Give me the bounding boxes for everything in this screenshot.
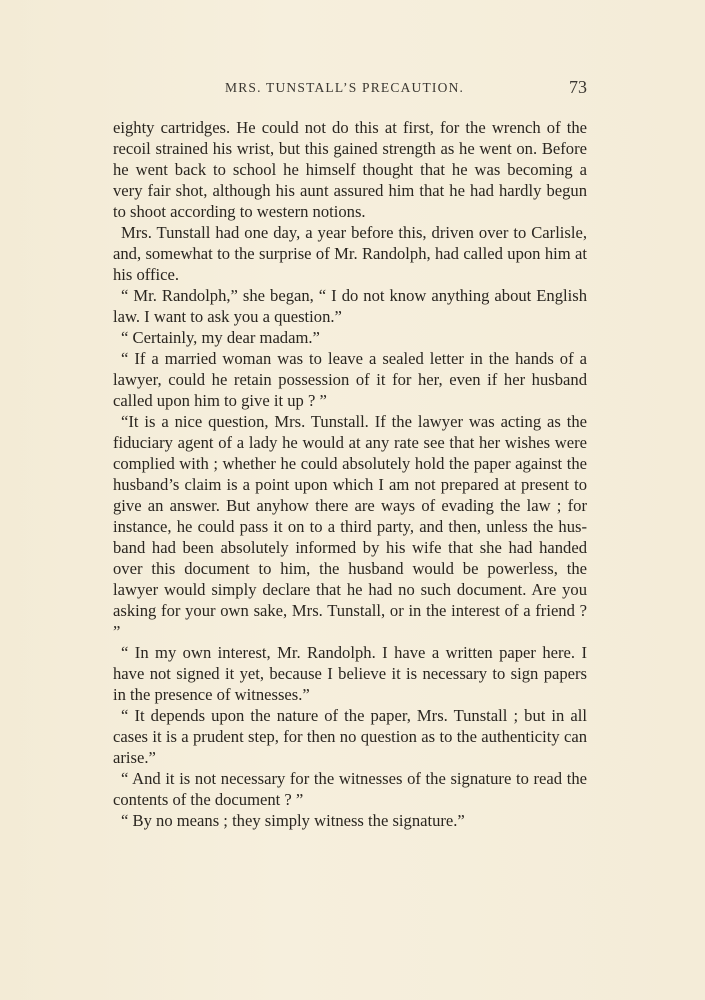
paragraph: eighty cartridges. He could not do this at first, for the wrench of the recoil strained his wrist, but this gained strength as he went on. Before he went back to school he himself thought that he was becoming a very fair shot, although his aunt assured him that he had hardly begun to shoot according to western notions. <box>113 118 587 221</box>
paragraph: “ Mr. Randolph,” she began, “ I do not know anything about English law. I want to ask you a question.” <box>113 286 587 326</box>
running-head <box>113 77 587 102</box>
running-title: MRS. TUNSTALL’S PRECAUTION. <box>225 80 465 95</box>
paragraph: “ By no means ; they simply witness the signature.” <box>121 811 465 830</box>
paragraph: Mrs. Tunstall had one day, a year before this, driven over to Carlisle, and, somewhat to the surprise of Mr. Randolph, had called upon him at his office. <box>113 223 587 284</box>
page-number: 73 <box>569 77 587 97</box>
paragraph: “ If a married woman was to leave a sealed letter in the hands of a lawyer, could he retain possession of it for her, even if her husband called upon him to give it up ? ” <box>113 349 587 410</box>
paragraph: “It is a nice question, Mrs. Tunstall. If the lawyer was acting as the fiduciary agent of a lady he would at any rate see that her wishes were complied with ; whether he could absolutely hold the paper against the husband’s claim is a point upon which I am not prepared at present to give an answer. But anyhow there are ways of evading the law ; for instance, he could pass it on to a third party, and then, unless the husband had been absolutely informed by his wife that she had handed over this document to him, the husband would be powerless, the lawyer would simply declare that he had no such document. Are you asking for your own sake, Mrs. Tunstall, or in the interest of a friend ? ” <box>113 412 587 641</box>
body-text <box>113 117 587 831</box>
paragraph: “ It depends upon the nature of the paper, Mrs. Tunstall ; but in all cases it is a prudent step, for then no question as to the authenticity can arise.” <box>113 706 587 767</box>
paragraph: “ Certainly, my dear madam.” <box>121 328 320 347</box>
paragraph: “ In my own interest, Mr. Randolph. I have a written paper here. I have not signed it yet, because I believe it is necessary to sign papers in the presence of witnesses.” <box>113 643 587 704</box>
paragraph: “ And it is not necessary for the witnesses of the signature to read the contents of the document ? ” <box>113 769 587 809</box>
